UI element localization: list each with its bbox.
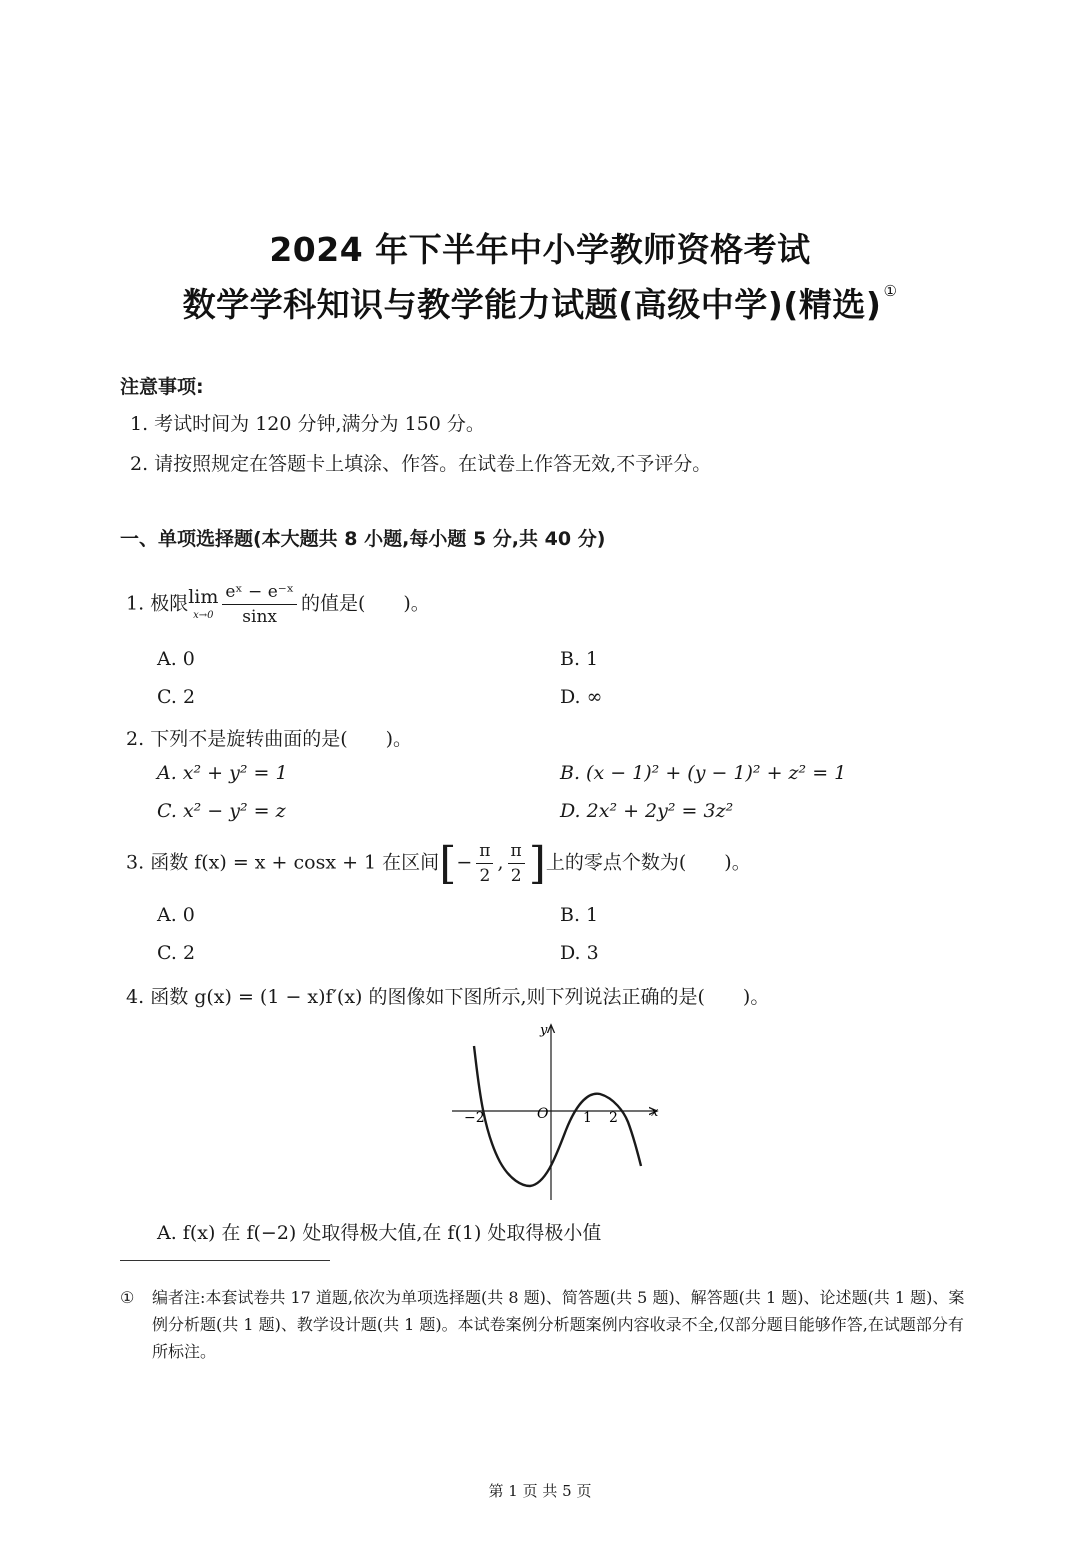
q3-option-c: C. 2 — [157, 942, 196, 964]
q4-option-a: A. f(x) 在 f(−2) 处取得极大值,在 f(1) 处取得极小值 — [157, 1222, 602, 1244]
page-number: 第 1 页 共 5 页 — [488, 1482, 592, 1500]
notice-item-2: 2. 请按照规定在答题卡上填涂、作答。在试卷上作答无效,不予评分。 — [130, 453, 712, 475]
question-4 — [126, 982, 769, 1009]
tick-label-neg2: −2 — [464, 1110, 485, 1126]
question-2 — [126, 724, 412, 751]
footnote — [120, 1284, 970, 1365]
q3-option-a: A. 0 — [157, 904, 195, 926]
minus-sign: − — [456, 851, 473, 874]
q3-option-b: B. 1 — [560, 904, 599, 926]
question-number: 4. — [126, 986, 145, 1008]
notice-heading: 注意事项: — [120, 376, 204, 398]
question-1-prefix: 极限 — [150, 592, 189, 615]
q1-option-a: A. 0 — [157, 648, 195, 670]
question-1-suffix: 的值是( )。 — [300, 592, 430, 615]
exam-title-line1: 2024 年下半年中小学教师资格考试 — [269, 230, 811, 269]
function-graph — [440, 1018, 670, 1208]
title-footnote-mark: ① — [883, 282, 898, 300]
q2-option-c: C. x² − y² = z — [157, 800, 286, 822]
q1-option-b: B. 1 — [560, 648, 599, 670]
question-number: 1. — [126, 592, 145, 615]
question-3-suffix: 上的零点个数为( )。 — [545, 851, 751, 874]
question-number: 3. — [126, 851, 145, 874]
question-4-stem: 函数 g(x) = (1 − x)f′(x) 的图像如下图所示,则下列说法正确的是( )。 — [150, 986, 770, 1008]
y-axis-label: y — [540, 1023, 548, 1038]
tick-label-1: 1 — [583, 1110, 592, 1126]
q1-option-d: D. ∞ — [560, 686, 603, 708]
comma: , — [497, 851, 504, 874]
fraction-numerator: eˣ − e⁻ˣ — [222, 582, 297, 605]
fraction-denominator: 2 — [510, 866, 522, 886]
fraction-numerator: π — [508, 841, 525, 864]
exam-title-line2 — [0, 279, 1080, 326]
q3-option-d: D. 3 — [560, 942, 599, 964]
footnote-rule — [120, 1260, 330, 1261]
tick-label-2: 2 — [609, 1110, 618, 1126]
question-number: 2. — [126, 728, 145, 750]
exam-title-text: 数学学科知识与教学能力试题(高级中学)(精选) — [182, 285, 882, 324]
question-1 — [126, 582, 430, 627]
question-3-prefix: 函数 f(x) = x + cosx + 1 在区间 — [150, 851, 440, 874]
notice-item-1: 1. 考试时间为 120 分钟,满分为 150 分。 — [130, 413, 485, 435]
x-axis-label: x — [651, 1105, 659, 1120]
q2-option-a: A. x² + y² = 1 — [157, 762, 288, 784]
question-3 — [126, 838, 751, 889]
interval-left-fraction — [476, 841, 493, 886]
fraction-denominator: 2 — [479, 866, 491, 886]
fraction-denominator: sinx — [242, 607, 277, 627]
interval-right-fraction — [508, 841, 525, 886]
limit-subscript: x→0 — [193, 610, 214, 621]
question-2-stem: 下列不是旋转曲面的是( )。 — [150, 728, 413, 750]
limit-fraction — [222, 582, 297, 627]
right-bracket: ] — [528, 838, 546, 889]
footnote-mark: ① — [120, 1288, 135, 1307]
fraction-numerator: π — [476, 841, 493, 864]
limit-operator — [188, 588, 218, 621]
q2-option-b: B. (x − 1)² + (y − 1)² + z² = 1 — [560, 762, 847, 784]
left-bracket: [ — [439, 838, 457, 889]
limit-text: lim — [188, 586, 219, 608]
q2-option-d: D. 2x² + 2y² = 3z² — [560, 800, 734, 822]
footnote-text: 编者注:本套试卷共 17 道题,依次为单项选择题(共 8 题)、简答题(共 5 题)、解答题(共 1 题)、论述题(共 1 题)、案例分析题(共 1 题)、教学设计题(共 1 题)。本试卷案例分析题案例内容收录不全,仅部分题目能够作答,在试题部分有所标注。 — [152, 1288, 965, 1361]
q1-option-c: C. 2 — [157, 686, 196, 708]
origin-label: O — [537, 1106, 549, 1122]
section-heading: 一、单项选择题(本大题共 8 小题,每小题 5 分,共 40 分) — [120, 528, 606, 550]
